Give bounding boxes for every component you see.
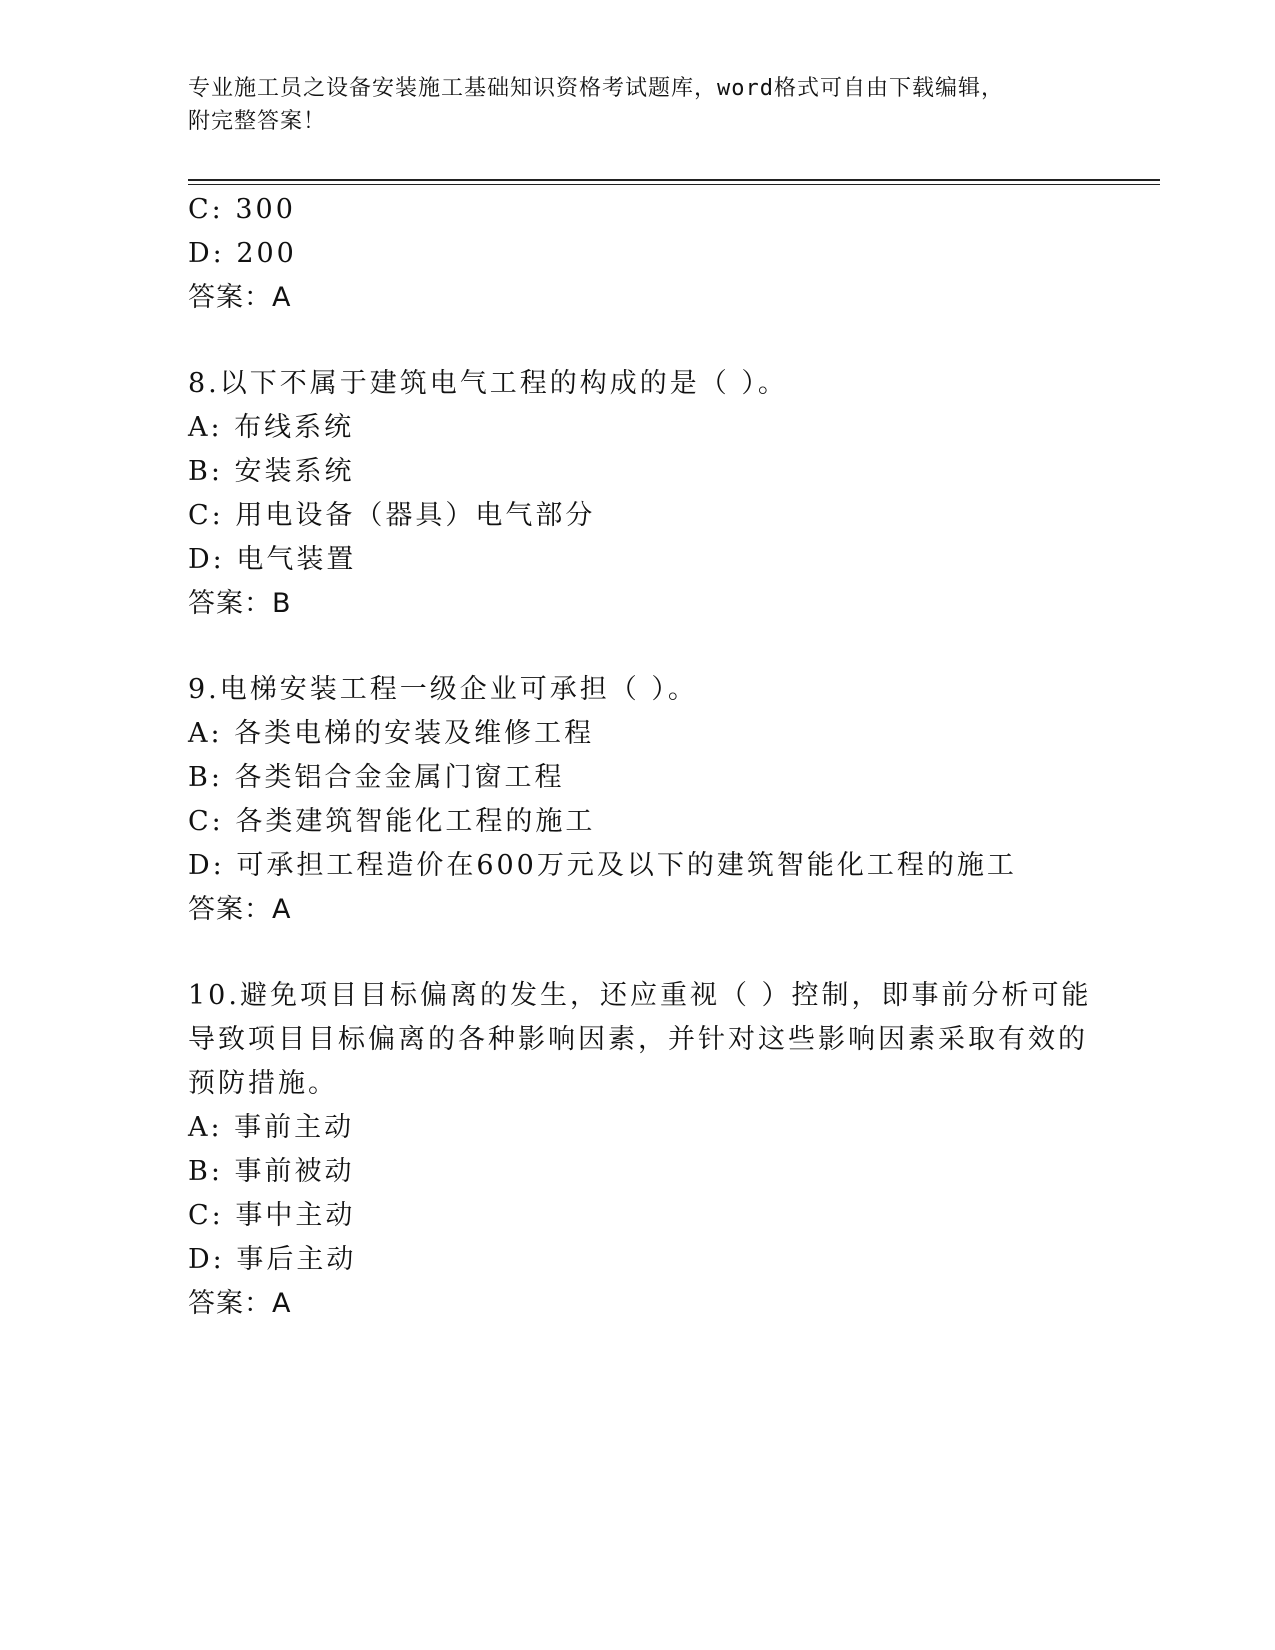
q9-option-d: D: 可承担工程造价在600万元及以下的建筑智能化工程的施工 (188, 850, 1017, 881)
q8-option-c: C: 用电设备（器具）电气部分 (188, 500, 596, 531)
q8-option-d: D: 电气装置 (188, 544, 357, 575)
prev-answer: 答案：A (188, 282, 292, 313)
q8-option-b: B: 安装系统 (188, 456, 355, 487)
q9-option-c: C: 各类建筑智能化工程的施工 (188, 806, 596, 837)
q8-option-a: A: 布线系统 (188, 412, 355, 443)
q10-stem-line-1: 10.避免项目目标偏离的发生，还应重视（ ）控制，即事前分析可能 (188, 980, 1092, 1011)
q10-option-d: D: 事后主动 (188, 1244, 357, 1275)
q9-option-b: B: 各类铝合金金属门窗工程 (188, 762, 565, 793)
q10-stem-line-2: 导致项目目标偏离的各种影响因素，并针对这些影响因素采取有效的 (188, 1024, 1088, 1055)
q9-option-a: A: 各类电梯的安装及维修工程 (188, 718, 595, 749)
q9-answer: 答案：A (188, 894, 292, 925)
q10-option-b: B: 事前被动 (188, 1156, 355, 1187)
header-rule-thin (188, 184, 1160, 185)
q8-answer: 答案：B (188, 588, 292, 619)
prev-option-c: C: 300 (188, 194, 296, 225)
header-rule-thick (188, 179, 1160, 181)
q10-option-c: C: 事中主动 (188, 1200, 356, 1231)
header-line-1: 专业施工员之设备安装施工基础知识资格考试题库，word格式可自由下载编辑， (188, 76, 1004, 101)
q10-option-a: A: 事前主动 (188, 1112, 355, 1143)
q10-stem-line-3: 预防措施。 (188, 1068, 338, 1099)
q9-stem: 9.电梯安装工程一级企业可承担（ ）。 (188, 674, 698, 705)
q10-answer: 答案：A (188, 1288, 292, 1319)
q8-stem: 8.以下不属于建筑电气工程的构成的是（ ）。 (188, 368, 788, 399)
header-line-2: 附完整答案！ (188, 109, 327, 134)
document-header (188, 72, 1068, 138)
prev-option-d: D: 200 (188, 238, 297, 269)
